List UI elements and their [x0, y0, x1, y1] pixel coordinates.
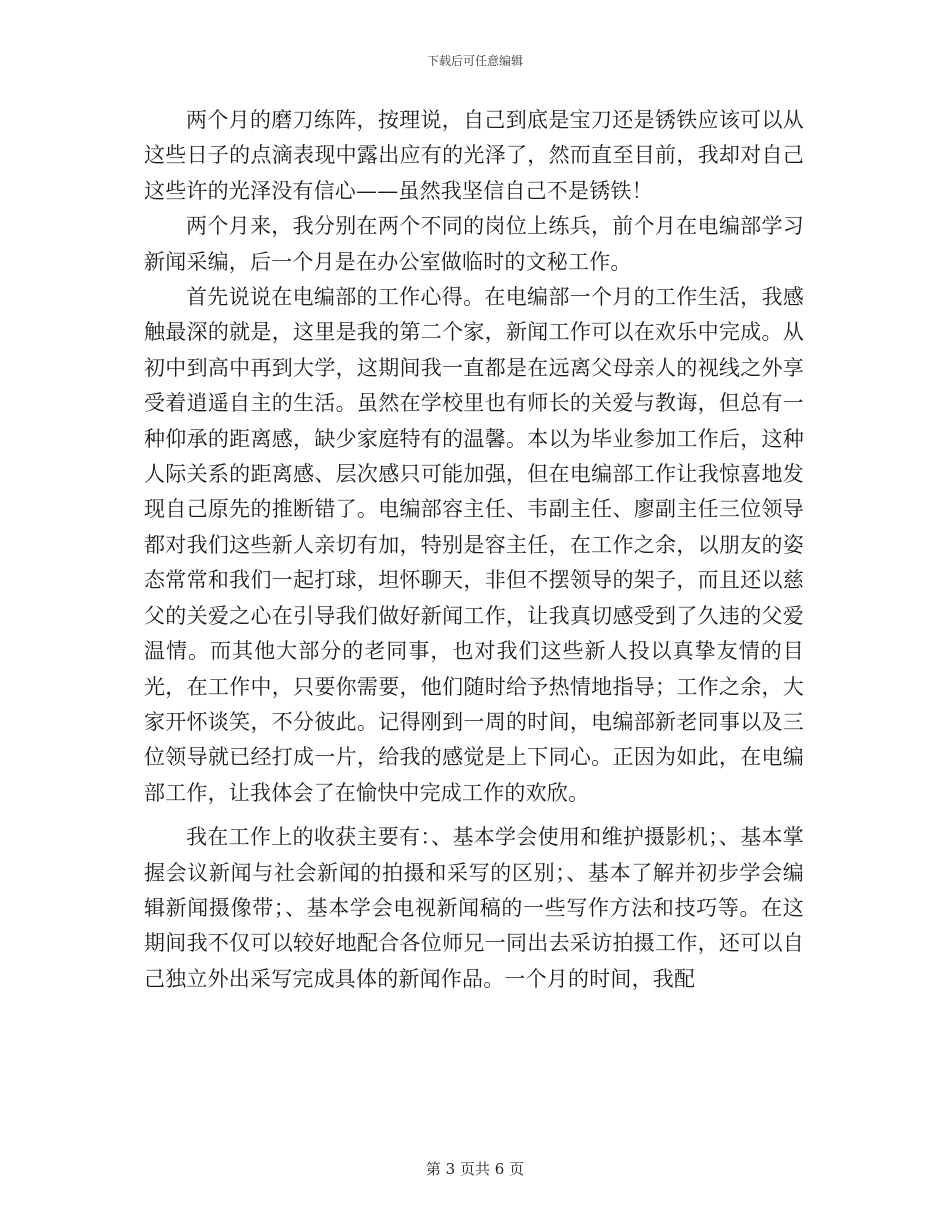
page-header-note: 下载后可任意编辑 [426, 54, 523, 68]
page-number: 第 3 页共 6 页 [425, 1160, 525, 1178]
paragraph-4: 我在工作上的收获主要有：、基本学会使用和维护摄影机；、基本掌握会议新闻与社会新闻的拍摄和采写的区别；、基本了解并初步学会编辑新闻摄像带；、基本学会电视新闻稿的一些写作方法和技巧等。在这期间我不仅可以较好地配合各位师兄一同出去采访拍摄工作，还可以自己独立外出采写完成具体的新闻作品。一个月的时间，我配 [144, 825, 804, 991]
paragraph-3: 首先说说在电编部的工作心得。在电编部一个月的工作生活，我感触最深的就是，这里是我的第二个家，新闻工作可以在欢乐中完成。从初中到高中再到大学，这期间我一直都是在远离父母亲人的视线之外享受着逍遥自主的生活。虽然在学校里也有师长的关爱与教诲，但总有一种仰承的距离感，缺少家庭特有的温馨。本以为毕业参加工作后，这种人际关系的距离感、层次感只可能加强，但在电编部工作让我惊喜地发现自己原先的推断错了。电编部容主任、韦副主任、廖副主任三位领导都对我们这些新人亲切有加，特别是容主任，在工作之余，以朋友的姿态常常和我们一起打球，坦怀聊天，非但不摆领导的架子，而且还以慈父的关爱之心在引导我们做好新闻工作，让我真切感受到了久违的父爱温情。而其他大部分的老同事，也对我们这些新人投以真挚友情的目光，在工作中，只要你需要，他们随时给予热情地指导；工作之余，大家开怀谈笑，不分彼此。记得刚到一周的时间，电编部新老同事以及三位领导就已经打成一片，给我的感觉是上下同心。正因为如此，在电编部工作，让我体会了在愉快中完成工作的欢欣。 [144, 285, 804, 805]
paragraph-2: 两个月来，我分别在两个不同的岗位上练兵，前个月在电编部学习新闻采编，后一个月是在办公室做临时的文秘工作。 [144, 214, 804, 274]
paragraph-1: 两个月的磨刀练阵，按理说，自己到底是宝刀还是锈铁应该可以从这些日子的点滴表现中露出应有的光泽了，然而直至目前，我却对自己这些许的光泽没有信心——虽然我坚信自己不是锈铁！ [144, 108, 804, 203]
document-body [144, 103, 804, 997]
